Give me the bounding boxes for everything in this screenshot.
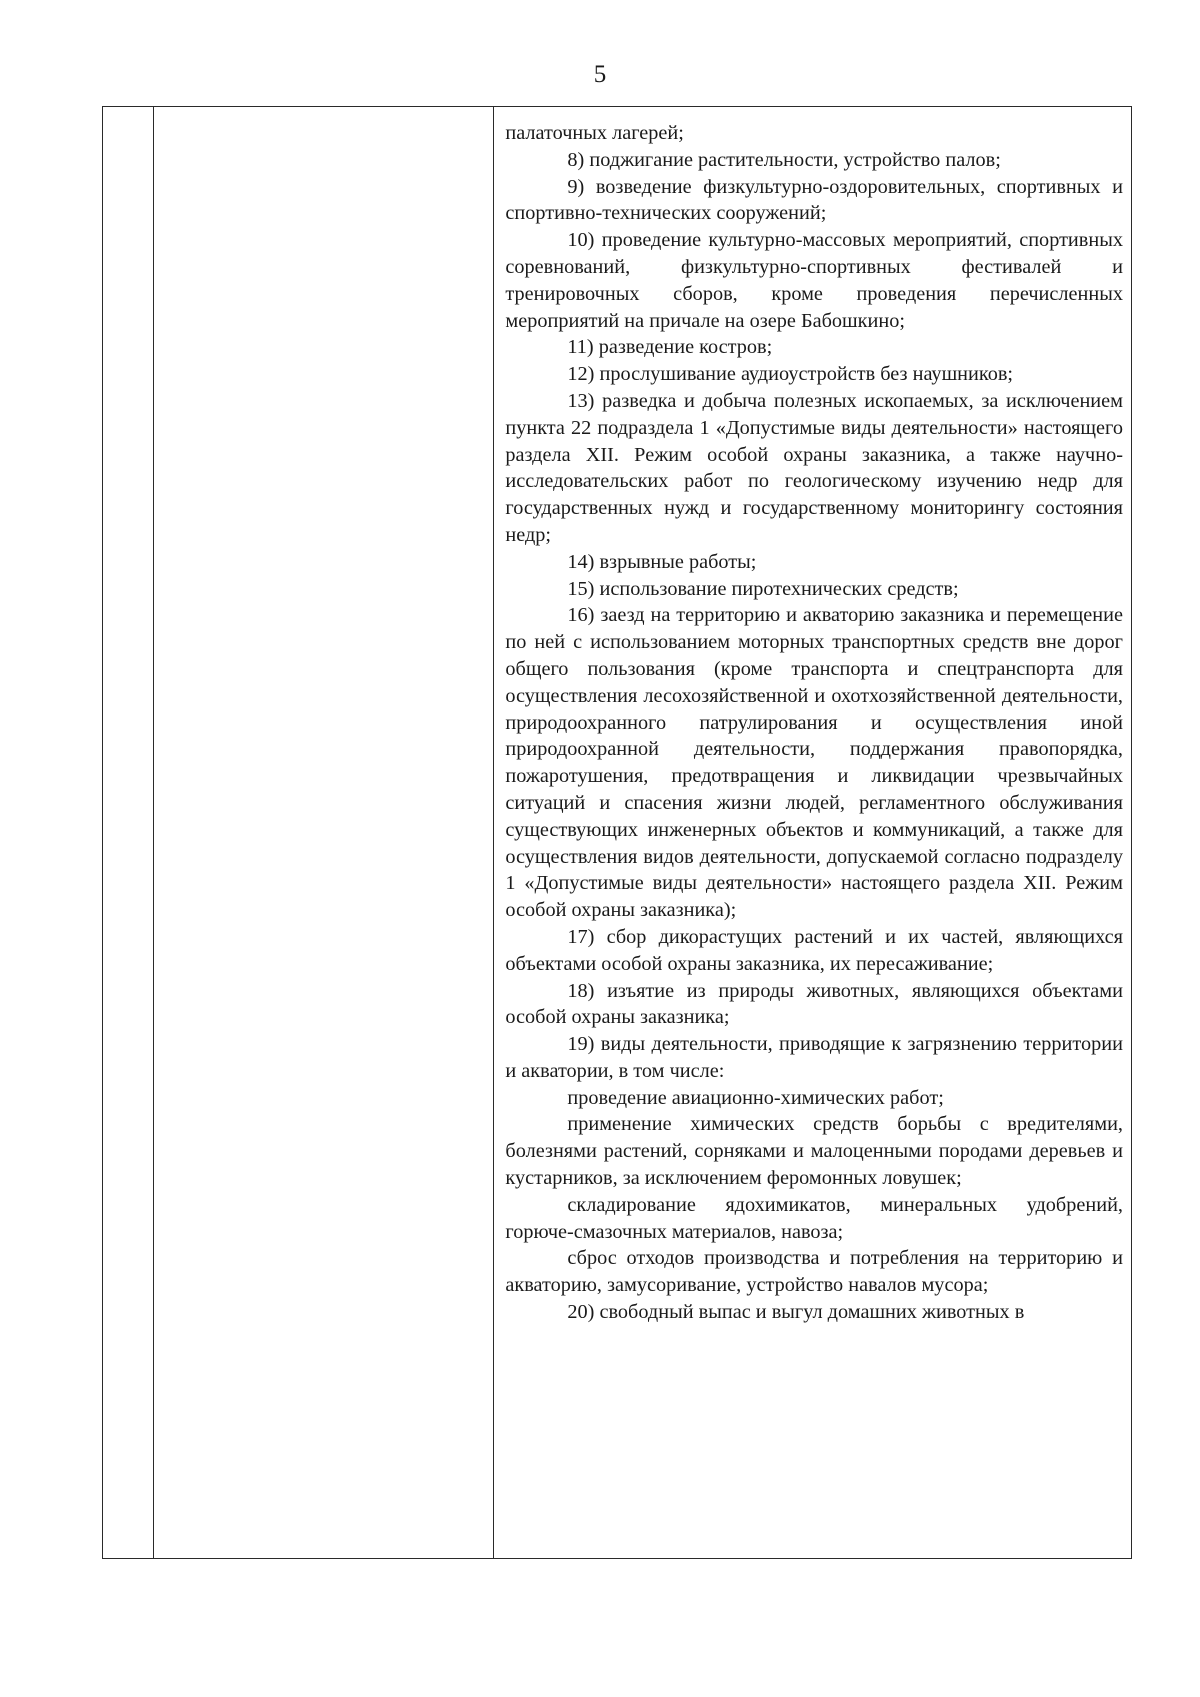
paragraph: 12) прослушивание аудиоустройств без наушников; [567,363,1014,386]
paragraph: 20) свободный выпас и выгул домашних животных в [567,1301,1025,1324]
paragraph: палаточных лагерей; [505,122,684,144]
paragraph: 16) заезд на территорию и акваторию заказника и перемещение по ней с использованием моторных транспортных средств вне дорог общего пользования (кроме транспорта и спецтранспорта для осуществления лесохозяйственной и охотхозяйственной деятельности, природоохранного патрулирования и осуществления иной природоохранной деятельности, поддержания правопорядка, пожаротушения, предотвращения и ликвидации чрезвычайных ситуаций и спасения жизни людей, регламентного обслуживания существующих инженерных объектов и коммуникаций, а также для осуществления видов деятельности, допускаемой согласно подразделу 1 «Допустимые виды деятельности» настоящего раздела XII. Режим особой охраны заказника); [505,604,1123,922]
paragraph: 13) разведка и добыча полезных ископаемых, за исключением пункта 22 подраздела 1 «Допустимые виды деятельности» настоящего раздела XII. Режим особой охраны заказника, а также научно-исследовательских работ по геологическому изучению недр для государственных нужд и государственному мониторингу состояния недр; [505,389,1123,546]
paragraph: 9) возведение физкультурно-оздоровительных, спортивных и спортивно-технических сооружений; [505,175,1123,225]
paragraph: 17) сбор дикорастущих растений и их частей, являющихся объектами особой охраны заказника, их пересаживание; [505,925,1123,975]
content-text [494,107,1131,1326]
paragraph: складирование ядохимикатов, минеральных удобрений, горюче-смазочных материалов, навоза; [505,1193,1123,1243]
regulation-table [102,106,1132,1559]
paragraph: 10) проведение культурно-массовых мероприятий, спортивных соревнований, физкультурно-спортивных фестивалей и тренировочных сборов, кроме проведения перечисленных мероприятий на причале на озере Бабошкино; [505,229,1123,332]
paragraph: 8) поджигание растительности, устройство палов; [567,148,1001,171]
name-cell [154,107,494,1559]
paragraph: 18) изъятие из природы животных, являющихся объектами особой охраны заказника; [505,979,1123,1029]
page-number: 5 [593,61,607,88]
paragraph: 15) использование пиротехнических средств; [567,577,959,600]
paragraph: 14) взрывные работы; [567,550,757,573]
paragraph: проведение авиационно-химических работ; [567,1086,944,1109]
paragraph: 19) виды деятельности, приводящие к загрязнению территории и акватории, в том числе: [505,1033,1123,1082]
content-cell [494,107,1132,1559]
paragraph: сброс отходов производства и потребления на территорию и акваторию, замусоривание, устройство навалов мусора; [505,1247,1123,1297]
number-cell [103,107,154,1559]
paragraph: 11) разведение костров; [567,336,773,359]
paragraph: применение химических средств борьбы с вредителями, болезнями растений, сорняками и малоценными породами деревьев и кустарников, за исключением феромонных ловушек; [505,1113,1123,1190]
table-row [103,107,1132,1559]
